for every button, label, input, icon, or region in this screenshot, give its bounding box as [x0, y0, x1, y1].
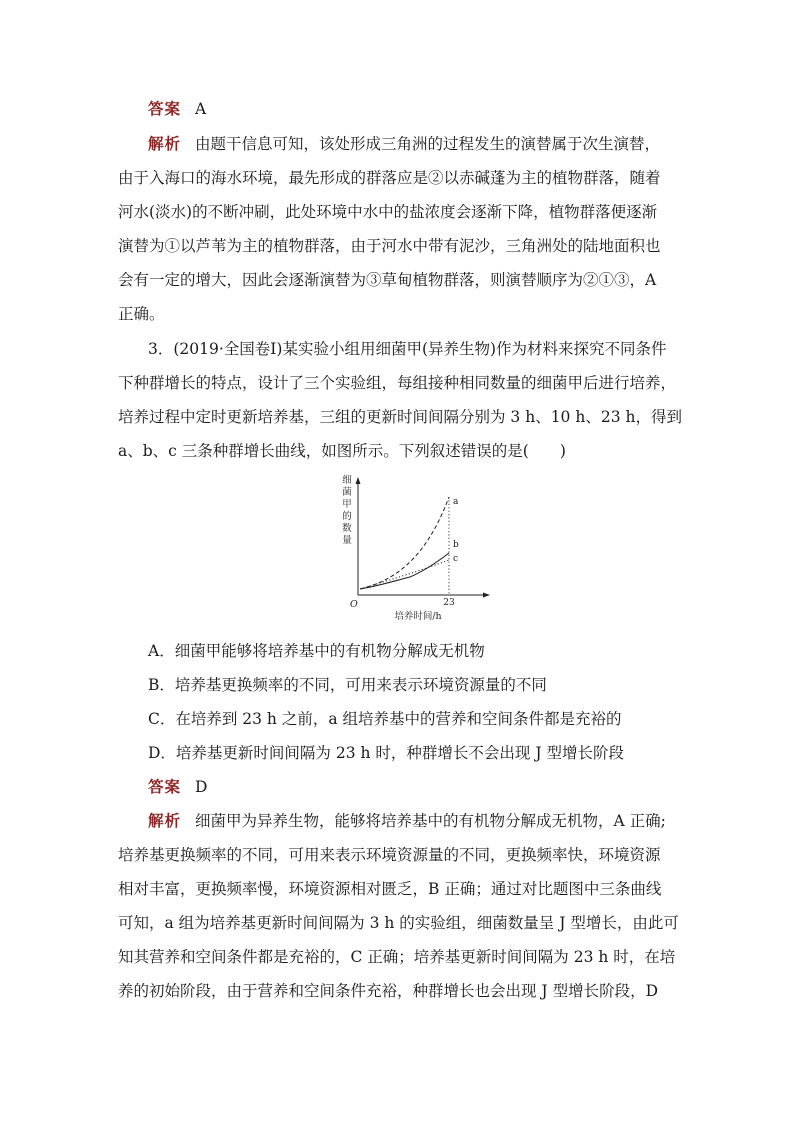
ylabel-char: 的 — [342, 511, 352, 522]
x-tick-23: 23 — [443, 598, 455, 608]
answer-value: A — [195, 100, 207, 118]
curve-label-b: b — [453, 540, 459, 550]
analysis-label: 解析 — [148, 811, 182, 830]
x-axis-label: 培养时间/h — [394, 611, 442, 622]
question-line: a、b、c 三条种群增长曲线，如图所示。下列叙述错误的是( ) — [118, 442, 566, 460]
option-a: A．细菌甲能够将培养基中的有机物分解成无机物 — [148, 642, 485, 660]
analysis-label: 解析 — [148, 134, 182, 153]
ylabel-char: 细 — [342, 475, 352, 486]
answer-line-2 — [148, 777, 708, 797]
question-line: 3．(2019·全国卷Ⅰ)某实验小组用细菌甲(异养生物)作为材料来探究不同条件 — [148, 340, 667, 358]
analysis-line: 演替为①以芦苇为主的植物群落，由于河水中带有泥沙，三角洲处的陆地面积也 — [118, 237, 661, 255]
analysis-line: 养的初始阶段，由于营养和空间条件充裕，种群增长也会出现 J 型增长阶段，D — [118, 982, 658, 1000]
question-line: 下种群增长的特点，设计了三个实验组，每组接种相同数量的细菌甲后进行培养， — [118, 374, 677, 392]
analysis-line — [148, 134, 708, 154]
analysis-line: 河水(淡水)的不断冲刷，此处环境中水中的盐浓度会逐渐下降，植物群落便逐渐 — [118, 203, 658, 221]
analysis-line: 培养基更换频率的不同，可用来表示环境资源量的不同，更换频率快，环境资源 — [118, 846, 661, 864]
analysis-line: 知其营养和空间条件都是充裕的，C 正确；培养基更新时间间隔为 23 h 时，在培 — [118, 948, 676, 966]
ylabel-char: 甲 — [342, 499, 352, 510]
y-axis-arrow — [356, 477, 361, 484]
ylabel-char: 量 — [342, 535, 352, 546]
ylabel-char: 数 — [342, 523, 352, 534]
analysis-line: 由于入海口的海水环境，最先形成的群落应是②以赤碱蓬为主的植物群落，随着 — [118, 169, 661, 187]
curve-label-a: a — [453, 497, 459, 507]
growth-curve-figure — [320, 467, 500, 627]
option-d: D．培养基更新时间间隔为 23 h 时，种群增长不会出现 J 型增长阶段 — [148, 744, 624, 762]
analysis-line: 正确。 — [118, 305, 165, 323]
analysis-line: 会有一定的增大，因此会逐渐演替为③草甸植物群落，则演替顺序为②①③，A — [118, 271, 657, 289]
answer-value: D — [195, 778, 208, 796]
curve-label-c: c — [453, 554, 459, 564]
ylabel-char: 菌 — [342, 487, 352, 498]
option-b: B．培养基更换频率的不同，可用来表示环境资源量的不同 — [148, 676, 547, 694]
analysis-line: 相对丰富，更换频率慢，环境资源相对匮乏，B 正确；通过对比题图中三条曲线 — [118, 880, 662, 898]
analysis-line: 可知，a 组为培养基更新时间间隔为 3 h 的实验组，细菌数量呈 J 型增长，由此可 — [118, 914, 679, 932]
x-axis-arrow — [483, 593, 490, 598]
answer-label: 答案 — [148, 99, 182, 118]
curve-b — [360, 553, 449, 589]
answer-line-1 — [148, 99, 708, 119]
answer-label: 答案 — [148, 777, 182, 796]
analysis-line — [148, 811, 708, 831]
curve-a — [360, 497, 449, 589]
origin-label: O — [350, 599, 358, 610]
analysis-text: 细菌甲为异养生物，能够将培养基中的有机物分解成无机物，A 正确; — [195, 812, 666, 830]
option-c: C．在培养到 23 h 之前，a 组培养基中的营养和空间条件都是充裕的 — [148, 710, 622, 728]
growth-curve-svg — [320, 467, 500, 627]
question-line: 培养过程中定时更新培养基，三组的更新时间间隔分别为 3 h、10 h、23 h，得到 — [118, 408, 682, 426]
analysis-text: 由题干信息可知，该处形成三角洲的过程发生的演替属于次生演替， — [195, 135, 661, 153]
